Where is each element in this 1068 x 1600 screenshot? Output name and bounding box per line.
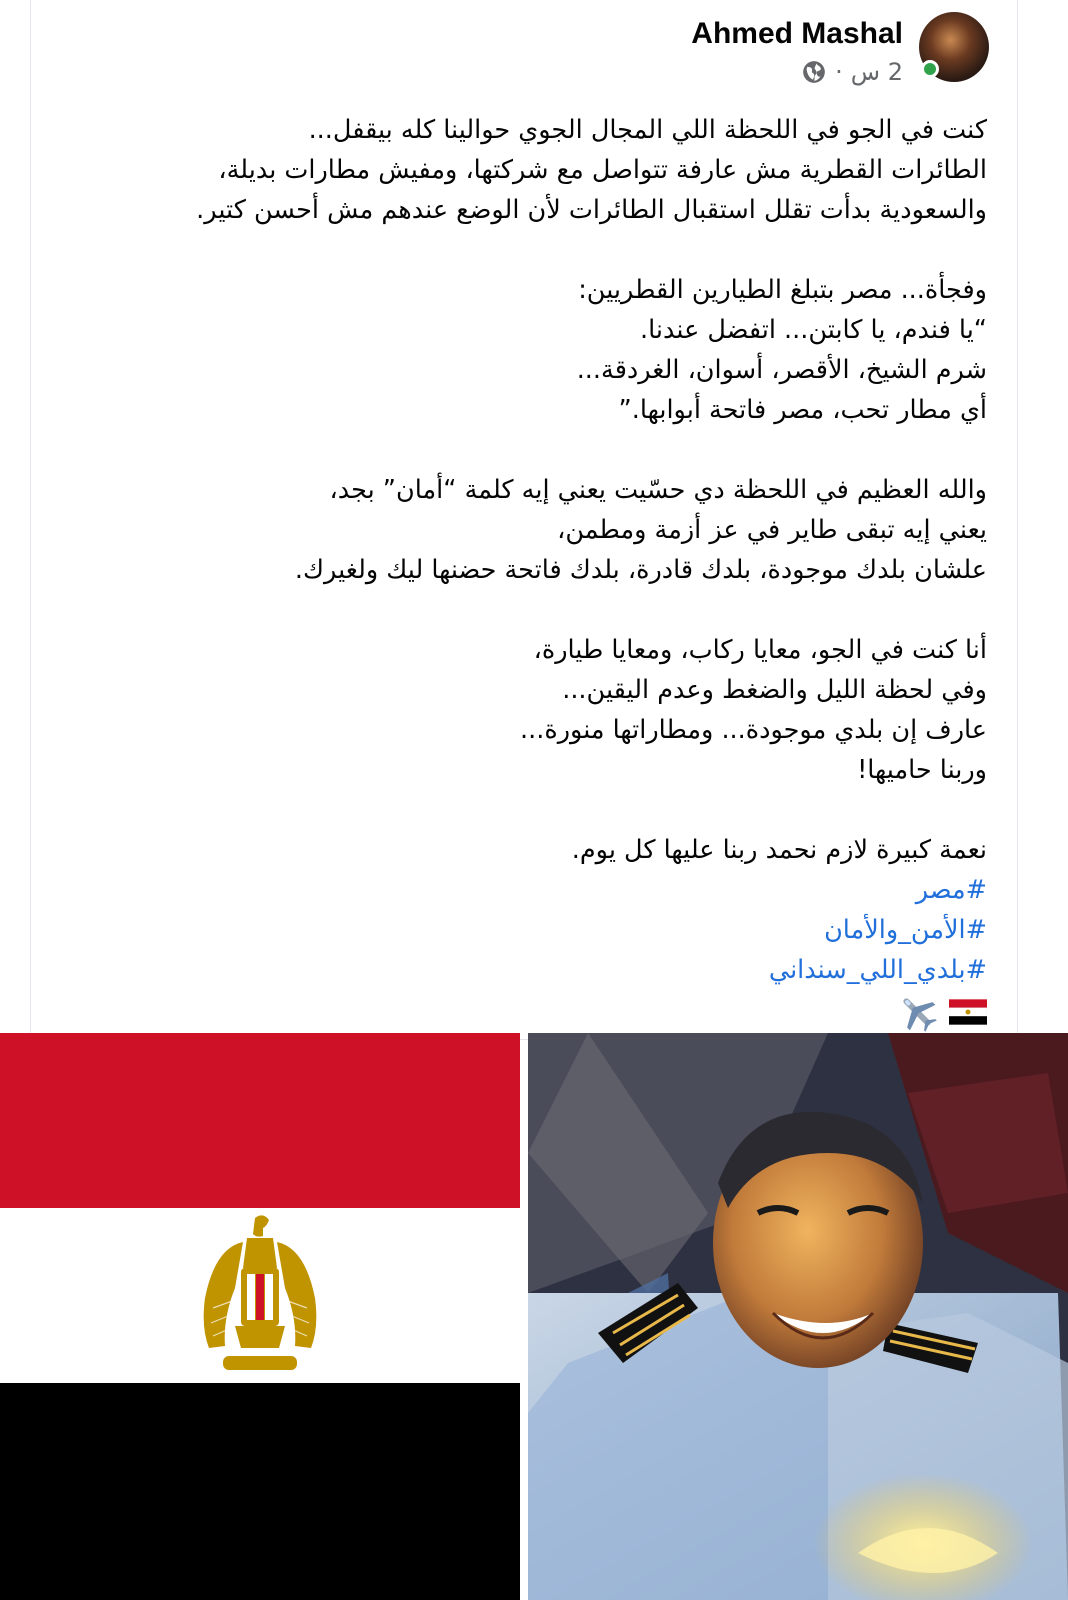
text-line: وفي لحظة الليل والضغط وعدم اليقين... bbox=[562, 675, 987, 705]
text-line: وفجأة... مصر بتبلغ الطيارين القطريين: bbox=[578, 275, 987, 305]
closing-line: نعمة كبيرة لازم نحمد ربنا عليها كل يوم. bbox=[571, 835, 987, 865]
emoji-line bbox=[57, 990, 987, 1034]
text-line: كنت في الجو في اللحظة اللي المجال الجوي حوالينا كله بيقفل... bbox=[308, 115, 987, 145]
post-subline bbox=[691, 58, 903, 86]
text-line: وربنا حاميها! bbox=[857, 755, 987, 785]
text-line: والله العظيم في اللحظة دي حسّيت يعني إيه كلمة “أمان” بجد، bbox=[329, 475, 987, 505]
paragraph-2 bbox=[57, 270, 987, 430]
text-line: والسعودية بدأت تقلل استقبال الطائرات لأن الوضع عندهم مش أحسن كتير. bbox=[196, 195, 987, 225]
hashtag-link[interactable]: #الأمن_والأمان bbox=[824, 915, 987, 945]
post-header bbox=[691, 12, 989, 86]
hashtag-link[interactable]: #بلدي_اللي_سنداني bbox=[768, 955, 987, 985]
text-line: أنا كنت في الجو، معايا ركاب، ومعايا طيارة، bbox=[533, 635, 987, 665]
author-name[interactable]: Ahmed Mashal bbox=[691, 17, 903, 50]
avatar[interactable] bbox=[919, 12, 989, 82]
globe-icon[interactable] bbox=[801, 59, 827, 85]
text-line: أي مطار تحب، مصر فاتحة أبوابها.” bbox=[618, 395, 987, 425]
post-time[interactable]: 2 س bbox=[850, 58, 903, 86]
post-body bbox=[57, 110, 987, 1034]
text-line: “يا فندم، يا كابتن... اتفضل عندنا. bbox=[640, 315, 987, 345]
pilot-photo[interactable] bbox=[528, 1033, 1068, 1600]
egypt-flag-image[interactable] bbox=[0, 1033, 520, 1600]
paragraph-4 bbox=[57, 630, 987, 790]
text-line: شرم الشيخ، الأقصر، أسوان، الغردقة... bbox=[576, 355, 987, 385]
airplane-icon bbox=[895, 990, 939, 1034]
flag-black-stripe bbox=[0, 1383, 520, 1600]
eagle-of-saladin-icon bbox=[195, 1208, 325, 1383]
paragraph-3 bbox=[57, 470, 987, 590]
paragraph-1 bbox=[57, 110, 987, 230]
flag-red-stripe bbox=[0, 1033, 520, 1208]
meta-separator: · bbox=[835, 58, 843, 86]
text-line: يعني إيه تبقى طاير في عز أزمة ومطمن، bbox=[557, 515, 987, 545]
hashtag-link[interactable]: #مصر bbox=[915, 875, 987, 905]
pilot-photo-illustration bbox=[528, 1033, 1068, 1600]
post-meta bbox=[691, 12, 903, 86]
text-line: علشان بلدك موجودة، بلدك قادرة، بلدك فاتحة حضنها ليك ولغيرك. bbox=[294, 555, 987, 585]
post-card bbox=[30, 0, 1018, 1040]
online-status-dot bbox=[921, 60, 939, 78]
egypt-flag-icon bbox=[949, 998, 987, 1026]
text-line: الطائرات القطرية مش عارفة تتواصل مع شركتها، ومفيش مطارات بديلة، bbox=[218, 155, 987, 185]
text-line: عارف إن بلدي موجودة... ومطاراتها منورة... bbox=[520, 715, 987, 745]
